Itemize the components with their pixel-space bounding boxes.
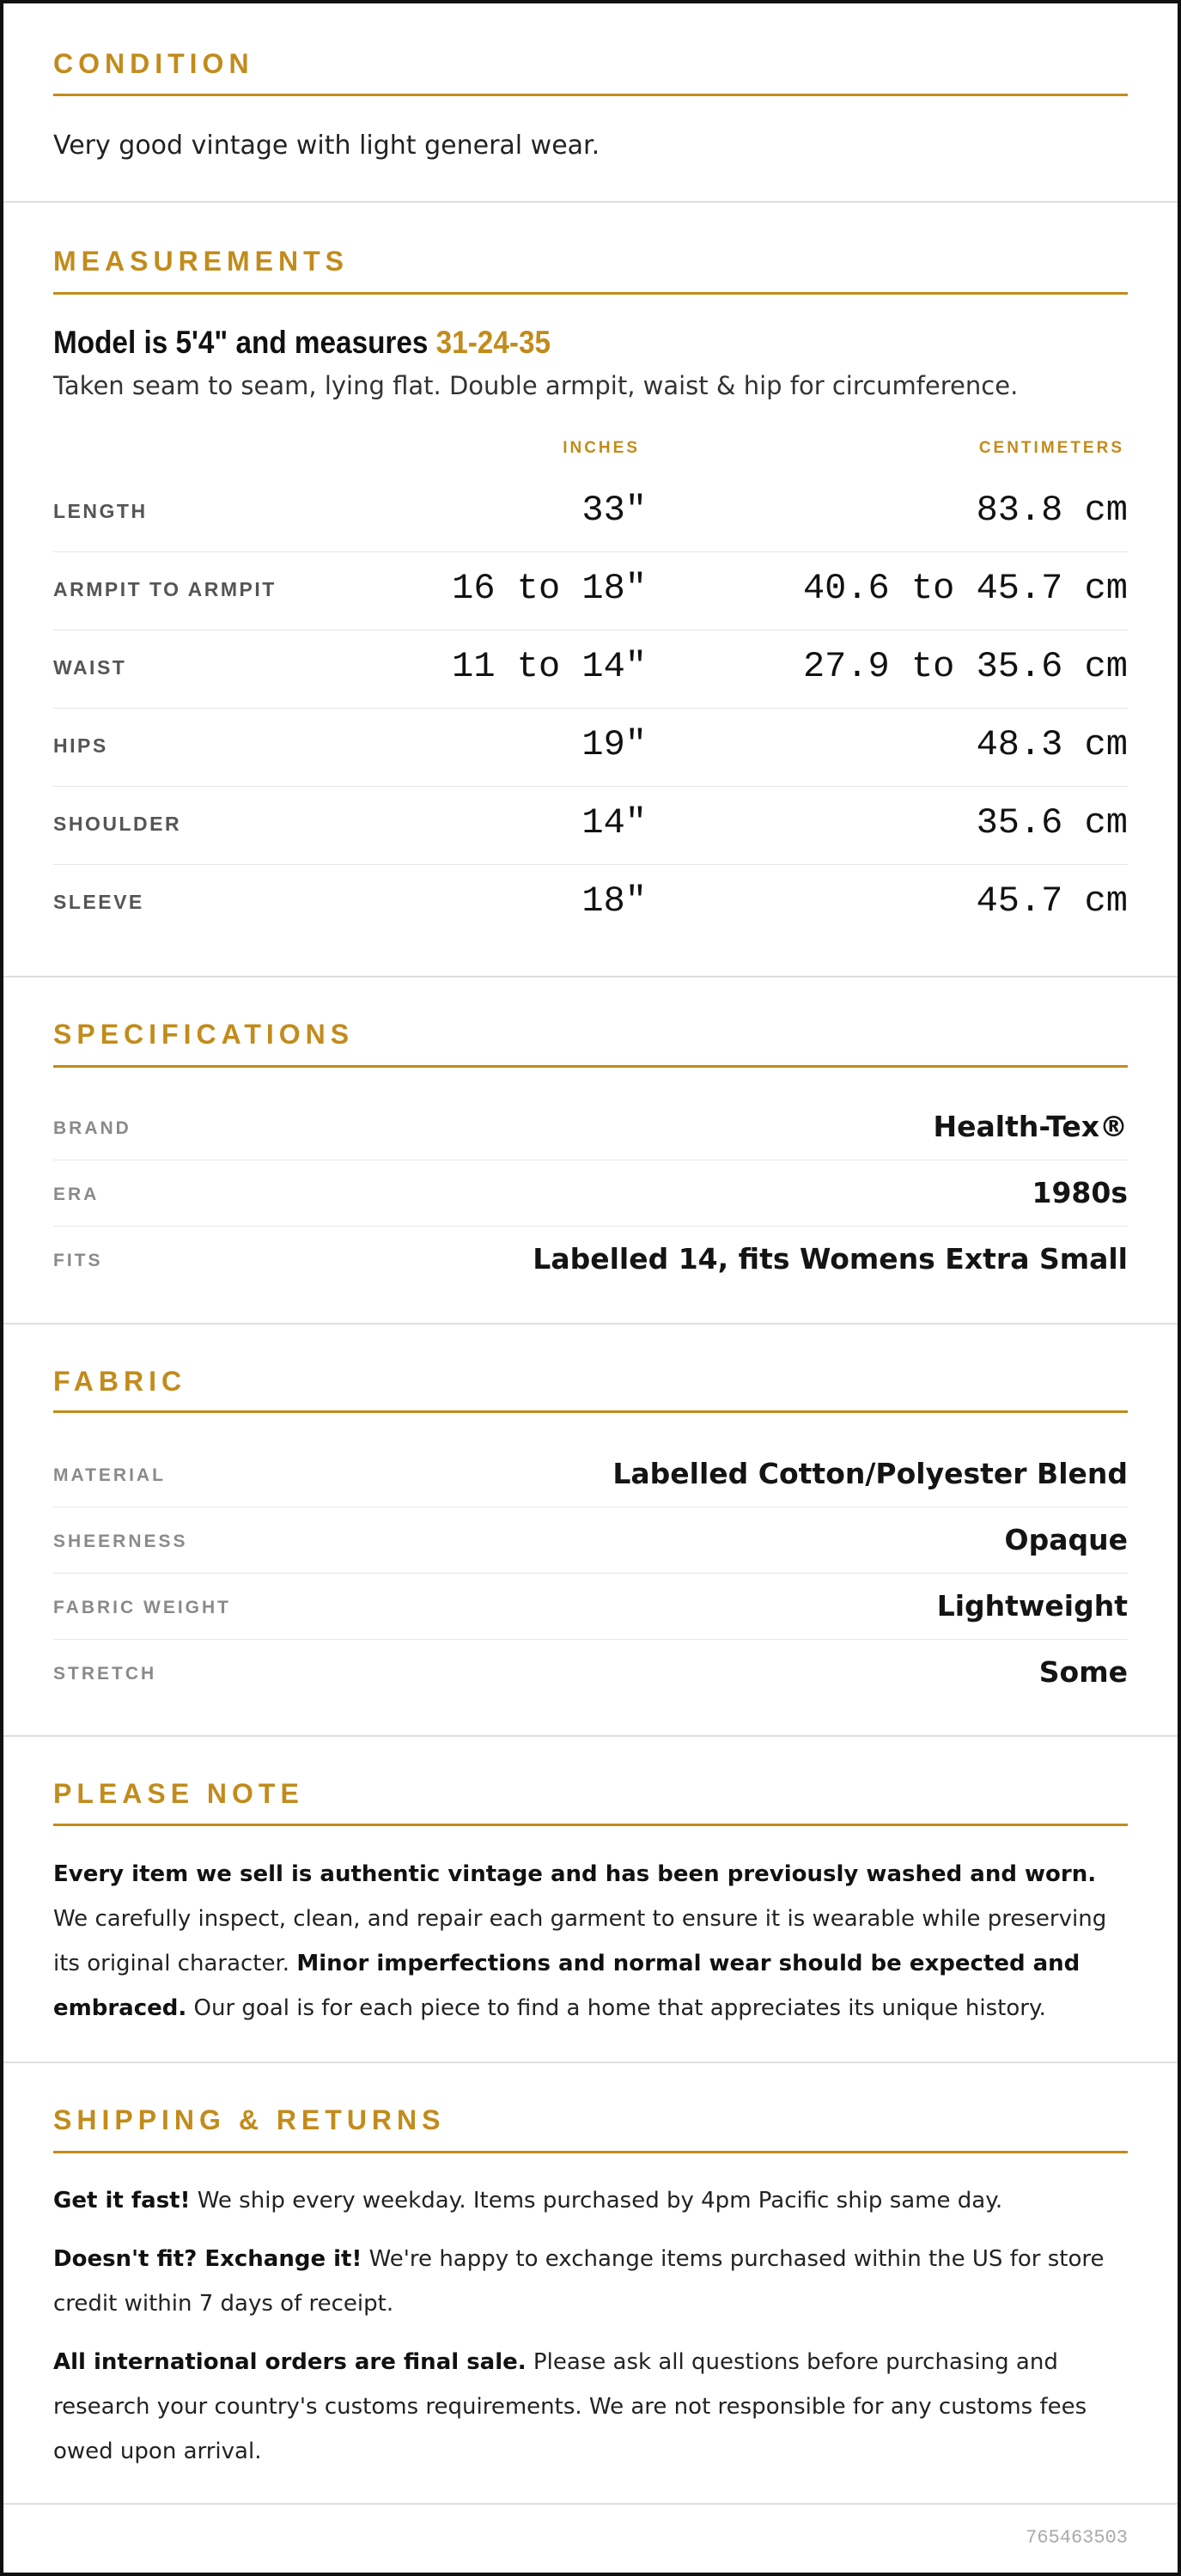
shipping-bold-1: Get it fast! [53, 2188, 191, 2214]
section-divider [3, 2061, 1178, 2063]
specifications-rule [53, 1065, 1128, 1068]
spec-row [53, 1094, 1128, 1160]
fabric-row [53, 1507, 1128, 1574]
measurement-label: HIPS [53, 734, 108, 757]
measurement-inches: 19" [581, 724, 647, 765]
shipping-text-2: We're happy to exchange items purchased within the US for store credit within 7 days of receipt. [53, 2246, 1105, 2317]
spec-label: ERA [53, 1184, 100, 1204]
measurement-inches: 14" [581, 802, 647, 843]
fabric-label: MATERIAL [53, 1465, 166, 1485]
fabric-title: FABRIC [53, 1366, 187, 1397]
inches-header: INCHES [563, 439, 640, 457]
fabric-row [53, 1640, 1128, 1706]
fabric-row [53, 1574, 1128, 1640]
measurement-label: WAIST [53, 656, 127, 679]
condition-title: CONDITION [53, 48, 254, 79]
measurement-cm: 40.6 to 45.7 cm [802, 568, 1128, 609]
please-note-title: PLEASE NOTE [53, 1778, 304, 1809]
please-note-rule [53, 1824, 1128, 1826]
spec-value: Labelled 14, fits Womens Extra Small [533, 1242, 1128, 1276]
shipping-paragraph-1 [53, 2178, 1131, 2223]
measurement-inches: 11 to 14" [452, 646, 647, 687]
measurements-subtitle: Taken seam to seam, lying flat. Double armpit, waist & hip for circumference. [53, 371, 1019, 400]
measurement-row [53, 709, 1128, 787]
specifications-title: SPECIFICATIONS [53, 1019, 355, 1050]
section-divider [3, 1735, 1178, 1737]
measurement-row [53, 787, 1128, 865]
fabric-rule [53, 1410, 1128, 1413]
please-note-text [53, 1852, 1131, 2031]
note-text-2: Our goal is for each piece to find a home that appreciates its unique history. [186, 1995, 1046, 2021]
spec-row [53, 1160, 1128, 1227]
shipping-rule [53, 2151, 1128, 2153]
spec-label: BRAND [53, 1118, 131, 1138]
shipping-paragraph-2 [53, 2237, 1131, 2326]
measurement-row [53, 552, 1128, 630]
fabric-label: SHEERNESS [53, 1532, 188, 1551]
measurement-label: SHOULDER [53, 813, 182, 835]
fabric-label: FABRIC WEIGHT [53, 1598, 231, 1617]
spec-row [53, 1227, 1128, 1293]
measurement-cm: 83.8 cm [976, 490, 1128, 531]
shipping-bold-3: All international orders are final sale. [53, 2349, 527, 2375]
measurement-label: ARMPIT TO ARMPIT [53, 578, 277, 600]
fabric-value: Lightweight [936, 1589, 1128, 1623]
item-id: 765463503 [1026, 2527, 1128, 2549]
note-bold-1: Every item we sell is authentic vintage and has been previously washed and worn. [53, 1861, 1097, 1887]
fabric-row [53, 1441, 1128, 1507]
section-divider [3, 1323, 1178, 1325]
model-prefix: Model is 5'4" and measures [53, 325, 436, 360]
section-divider [3, 2503, 1178, 2505]
shipping-text-1: We ship every weekday. Items purchased by 4pm Pacific ship same day. [190, 2188, 1003, 2214]
shipping-text-3: Please ask all questions before purchasing and research your country's customs requirements. We are not responsible for any customs fees owed upon arrival. [53, 2349, 1087, 2464]
fabric-value: Some [1038, 1655, 1128, 1689]
note-text-1: We carefully inspect, clean, and repair each garment to ensure it is wearable while preserving its original character. [53, 1906, 1107, 1976]
model-measurements-value: 31-24-35 [435, 325, 551, 360]
measurement-cm: 27.9 to 35.6 cm [802, 646, 1128, 687]
section-divider [3, 976, 1178, 977]
shipping-title: SHIPPING & RETURNS [53, 2104, 446, 2135]
fabric-label: STRETCH [53, 1664, 157, 1684]
measurement-row [53, 865, 1128, 943]
measurement-inches: 16 to 18" [452, 568, 647, 609]
measurement-cm: 48.3 cm [976, 724, 1128, 765]
model-measurements [53, 325, 551, 361]
measurements-rule [53, 292, 1128, 295]
measurement-label: LENGTH [53, 500, 148, 522]
fabric-value: Opaque [1004, 1523, 1128, 1556]
fabric-value: Labelled Cotton/Polyester Blend [612, 1457, 1128, 1490]
spec-value: 1980s [1032, 1176, 1128, 1209]
condition-text: Very good vintage with light general wear. [53, 131, 600, 161]
measurement-row [53, 474, 1128, 552]
measurement-label: SLEEVE [53, 891, 144, 913]
shipping-bold-2: Doesn't fit? Exchange it! [53, 2246, 362, 2272]
section-divider [3, 201, 1178, 203]
centimeters-header: CENTIMETERS [978, 439, 1124, 457]
measurement-cm: 45.7 cm [976, 880, 1128, 922]
condition-rule [53, 94, 1128, 96]
measurement-cm: 35.6 cm [976, 802, 1128, 843]
measurement-row [53, 630, 1128, 709]
measurement-inches: 18" [581, 880, 647, 922]
measurement-inches: 33" [581, 490, 647, 531]
note-bold-2: Minor imperfections and normal wear should be expected and embraced. [53, 1951, 1081, 2021]
shipping-paragraph-3 [53, 2340, 1131, 2474]
spec-label: FITS [53, 1251, 103, 1270]
spec-value: Health-Tex® [933, 1110, 1128, 1143]
measurements-title: MEASUREMENTS [53, 246, 350, 277]
